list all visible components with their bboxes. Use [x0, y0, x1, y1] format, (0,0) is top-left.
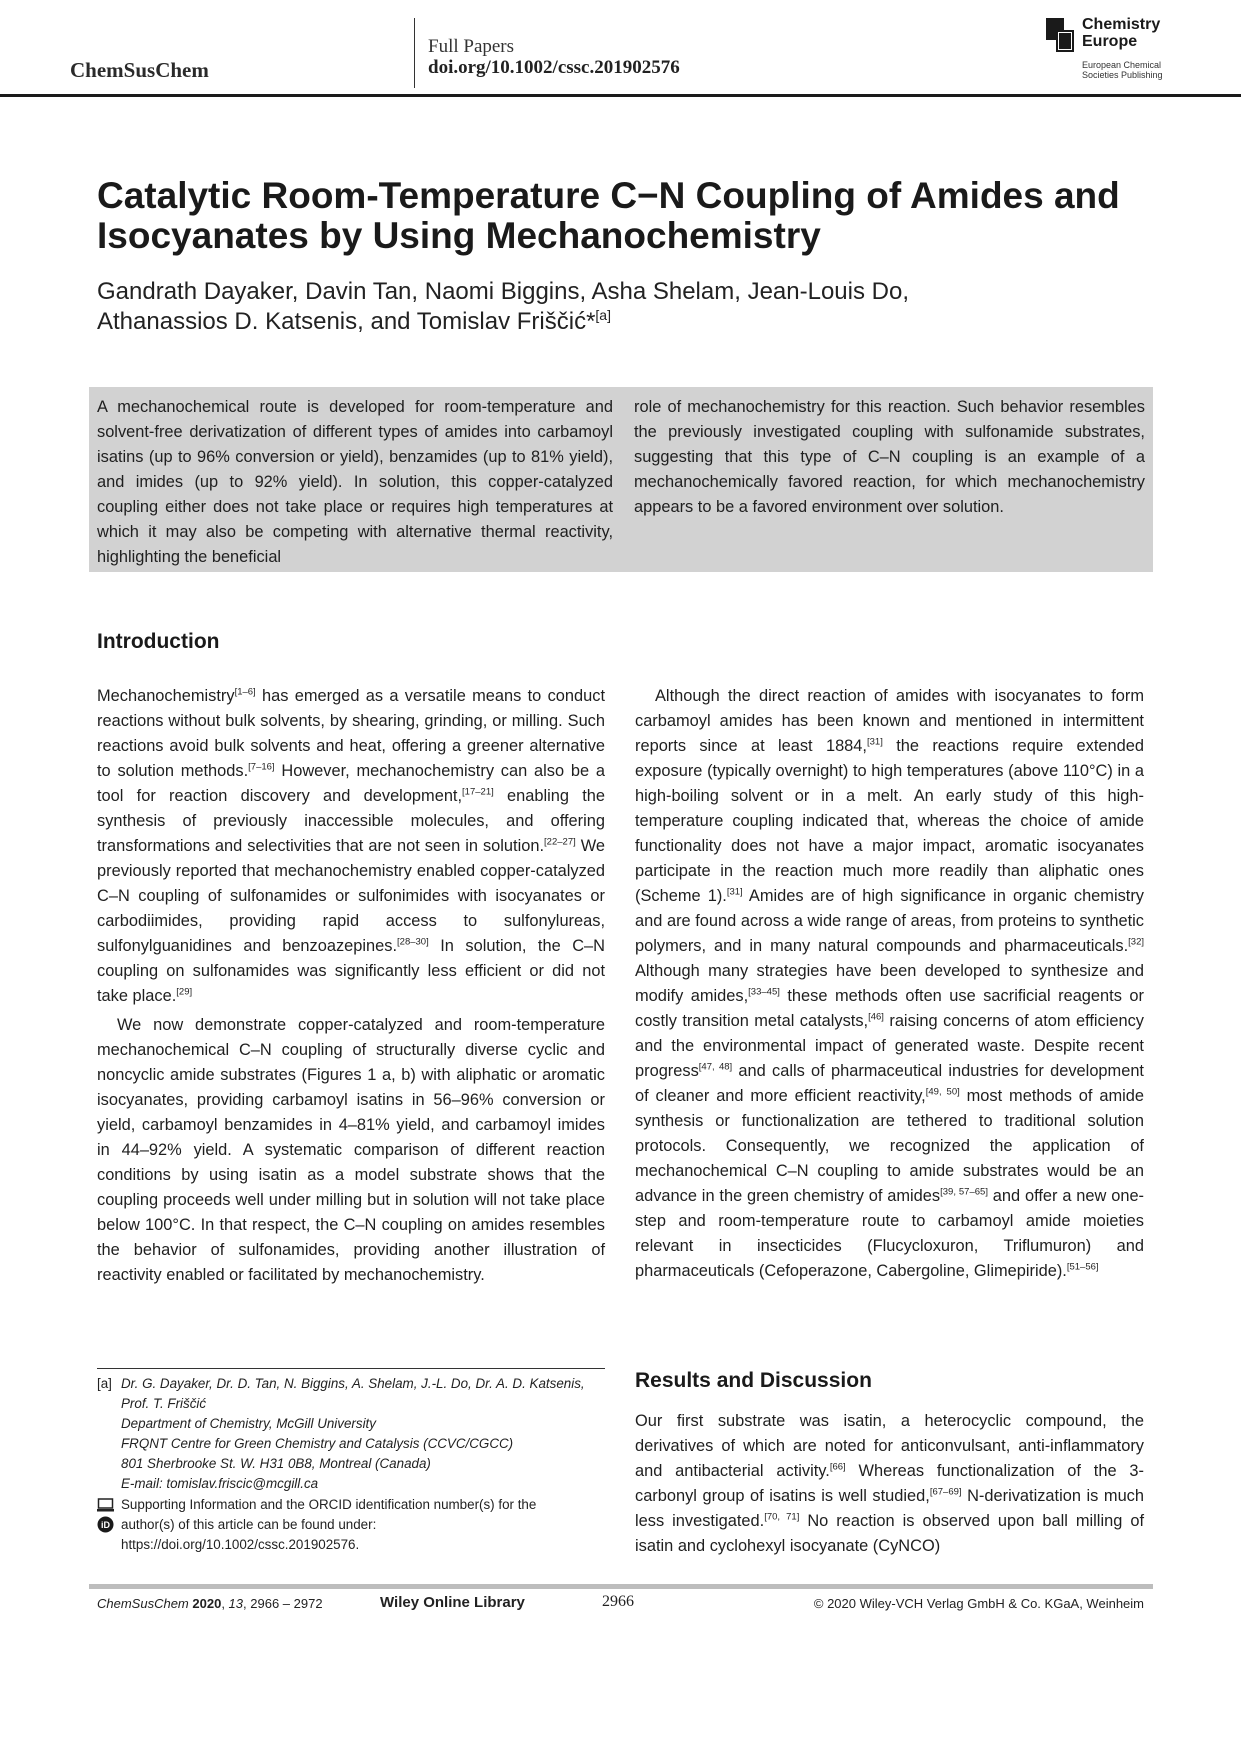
article-doi[interactable]: doi.org/10.1002/cssc.201902576 [428, 57, 680, 78]
citation[interactable]: [39, 57–65] [940, 1186, 988, 1198]
footer-rule [89, 1584, 1153, 1589]
logo-subtext-1: European Chemical [1082, 60, 1162, 70]
intro-paragraph-2: We now demonstrate copper-catalyzed and room-temperature mechanochemical C–N coupling of structurally diverse cyclic and noncyclic amide substrates (Figures 1 a, b) with aliphatic or aromatic isocyanates, providing carbamoyl isatins in 56–96% conversion or yield, carbamoyl benzamides in 4–81% yield, and carbamoyl imides in 44–92% yield. A systematic comparison of different reaction conditions by using isatin as a model substrate shows that the coupling proceeds well under milling but in solution will not take place below 100°C. In that respect, the C–N coupling on amides resembles the behavior of sulfonamides, providing another illustration of reactivity enabled or facilitated by mechanochemistry. [97, 1016, 605, 1284]
abstract-column-2: role of mechanochemistry for this reaction. Such behavior resembles the previously investigated coupling with sulfonamide substrates, suggesting that this type of C–N coupling is an example of a mechanochemically favored reaction, for which mechanochemistry appears to be a favored environment over solution. [634, 398, 1145, 516]
citation[interactable]: [47, 48] [698, 1061, 733, 1073]
si-line-1: Supporting Information and the ORCID identification number(s) for the [121, 1497, 537, 1512]
citation[interactable]: [31] [726, 886, 743, 898]
citation[interactable]: [33–45] [748, 986, 780, 998]
header-divider [414, 18, 415, 88]
right-column [635, 684, 1144, 1284]
footer-citation: ChemSusChem 2020, 13, 2966 – 2972 [97, 1596, 323, 1611]
citation[interactable]: [22–27] [544, 836, 576, 848]
citation[interactable]: [28–30] [397, 936, 429, 948]
citation[interactable]: [32] [1128, 936, 1144, 948]
affiliation-footnote [97, 1374, 605, 1494]
results-paragraph-1: Our first substrate was isatin, a heterocyclic compound, the derivatives of which are noted for anticonvulsant, anti-inflammatory and antibacterial activity.[66] Whereas functionalization of the 3-carbonyl group of isatins is well studied,[67–69] N-derivatization is much less investigated.[70, 71] No reaction is observed upon ball milling of isatin and cyclohexyl isocyanate (CyNCO) [635, 1412, 1145, 1555]
si-line-2: author(s) of this article can be found under: [121, 1517, 377, 1532]
article-title: Catalytic Room-Temperature C−N Coupling of Amides and Isocyanates by Using Mechanochemistry [97, 175, 1120, 256]
authors-line-2: Athanassios D. Katsenis, and Tomislav Friščić* [97, 308, 596, 335]
authors-line-1: Gandrath Dayaker, Davin Tan, Naomi Biggins, Asha Shelam, Jean-Louis Do, [97, 278, 909, 305]
author-list [97, 277, 1157, 337]
abstract-column-1: A mechanochemical route is developed for room-temperature and solvent-free derivatization of different types of amides into carbamoyl isatins (up to 96% conversion or yield), benzamides (up to 81% yield), and imides (up to 92% yield). In solution, this copper-catalyzed coupling either does not take place or requires high temperatures at which it may also be competing with alternative thermal reactivity, highlighting the beneficial [97, 398, 613, 566]
header-rule [0, 94, 1241, 97]
page-number: 2966 [602, 1593, 634, 1610]
footnote-names: Dr. G. Dayaker, Dr. D. Tan, N. Biggins, A. Shelam, J.-L. Do, Dr. A. D. Katsenis, Prof. T. Friščić [121, 1376, 585, 1411]
abstract-box [89, 387, 1153, 572]
citation[interactable]: [70, 71] [764, 1511, 800, 1523]
intro-paragraph-1: Mechanochemistry[1–6] has emerged as a versatile means to conduct reactions without bulk solvents, by shearing, grinding, or milling. Such reactions avoid bulk solvents and heat, offering a greener alternative to solution methods.[7–16] However, mechanochemistry can also be a tool for reaction discovery and development,[17–21] enabling the synthesis of previously inaccessible molecules, and offering transformations and selectivities that are not seen in solution.[22–27] We previously reported that mechanochemistry enabled copper-catalyzed C–N coupling of sulfonamides or sulfonimides with isocyanates or carbodiimides, providing rapid access to sulfonylureas, sulfonylguanidines and benzoazepines.[28–30] In solution, the C–N coupling on sulfonamides was significantly less efficient or did not take place.[29] [97, 686, 606, 1005]
footer-copyright: © 2020 Wiley-VCH Verlag GmbH & Co. KGaA, Weinheim [813, 1596, 1144, 1611]
left-column [97, 684, 605, 1288]
wiley-online-library-link[interactable]: Wiley Online Library [380, 1594, 525, 1611]
footnote-centre: FRQNT Centre for Green Chemistry and Catalysis (CCVC/CGCC) [121, 1436, 514, 1451]
citation[interactable]: [1–6] [234, 686, 256, 698]
citation[interactable]: [66] [829, 1461, 846, 1473]
footnote-department: Department of Chemistry, McGill University [121, 1416, 376, 1431]
introduction-heading: Introduction [97, 630, 220, 653]
citation[interactable]: [67–69] [929, 1486, 962, 1498]
citation[interactable]: [46] [868, 1011, 884, 1023]
citation[interactable]: [29] [176, 986, 193, 998]
orcid-icon[interactable] [97, 1516, 114, 1533]
intro-paragraph-3: Although the direct reaction of amides with isocyanates to form carbamoyl amides has been known and mentioned in intermittent reports since at least 1884,[31] the reactions require extended exposure (typically overnight) to high temperatures (above 110°C) in a high-boiling solvent or in a melt. An early study of this high-temperature coupling indicated that, whereas the choice of amide functionality does not have a major impact, aromatic isocyanates participate in the reaction much more readily than aliphatic ones (Scheme 1).[31] Amides are of high significance in organic chemistry and are found across a wide range of areas, from proteins to synthetic polymers, and in many natural compounds and pharmaceuticals.[32] Although many strategies have been developed to synthesize and modify amides,[33–45] these methods often use sacrificial reagents or costly transition metal catalysts,[46] raising concerns of atom efficiency and the environmental impact of generated waste. Despite recent progress[47, 48] and calls of pharmaceutical industries for development of cleaner and more efficient reactivity,[49, 50] most methods of amide synthesis or functionalization are tethered to traditional solution protocols. Consequently, we recognized the application of mechanochemical C–N coupling to amide substrates would be an advance in the green chemistry of amides[39, 57–65] and offer a new one-step and room-temperature route to carbamoyl amide moieties relevant in insecticides (Flucycloxuron, Triflumuron) and pharmaceuticals (Cefoperazone, Cabergoline, Glimepiride).[51–56] [635, 687, 1145, 1280]
citation[interactable]: [7–16] [248, 761, 275, 773]
article-type: Full Papers [428, 36, 515, 57]
journal-name: ChemSusChem [70, 58, 209, 82]
si-link[interactable]: https://doi.org/10.1002/cssc.201902576. [121, 1537, 360, 1552]
chemistry-europe-logo-icon [1046, 18, 1074, 52]
logo-text-europe: Europe [1082, 33, 1138, 50]
logo-subtext-2: Societies Publishing [1082, 70, 1163, 80]
footnote-email[interactable]: E-mail: tomislav.friscic@mcgill.ca [121, 1476, 319, 1491]
computer-icon [97, 1498, 114, 1512]
results-column [635, 1409, 1144, 1559]
footnote-address: 801 Sherbrooke St. W. H31 0B8, Montreal (Canada) [121, 1456, 431, 1471]
footnote-rule [97, 1368, 605, 1369]
supporting-info-note [97, 1495, 605, 1555]
citation[interactable]: [17–21] [462, 786, 494, 798]
logo-text-chemistry: Chemistry [1082, 16, 1161, 33]
citation[interactable]: [31] [866, 736, 883, 748]
results-heading: Results and Discussion [635, 1369, 872, 1392]
svg-text:iD: iD [101, 1520, 110, 1530]
footnote-label: [a] [97, 1376, 112, 1391]
affiliation-mark[interactable]: [a] [595, 307, 611, 323]
citation[interactable]: [51–56] [1066, 1261, 1099, 1273]
citation[interactable]: [49, 50] [925, 1086, 960, 1098]
